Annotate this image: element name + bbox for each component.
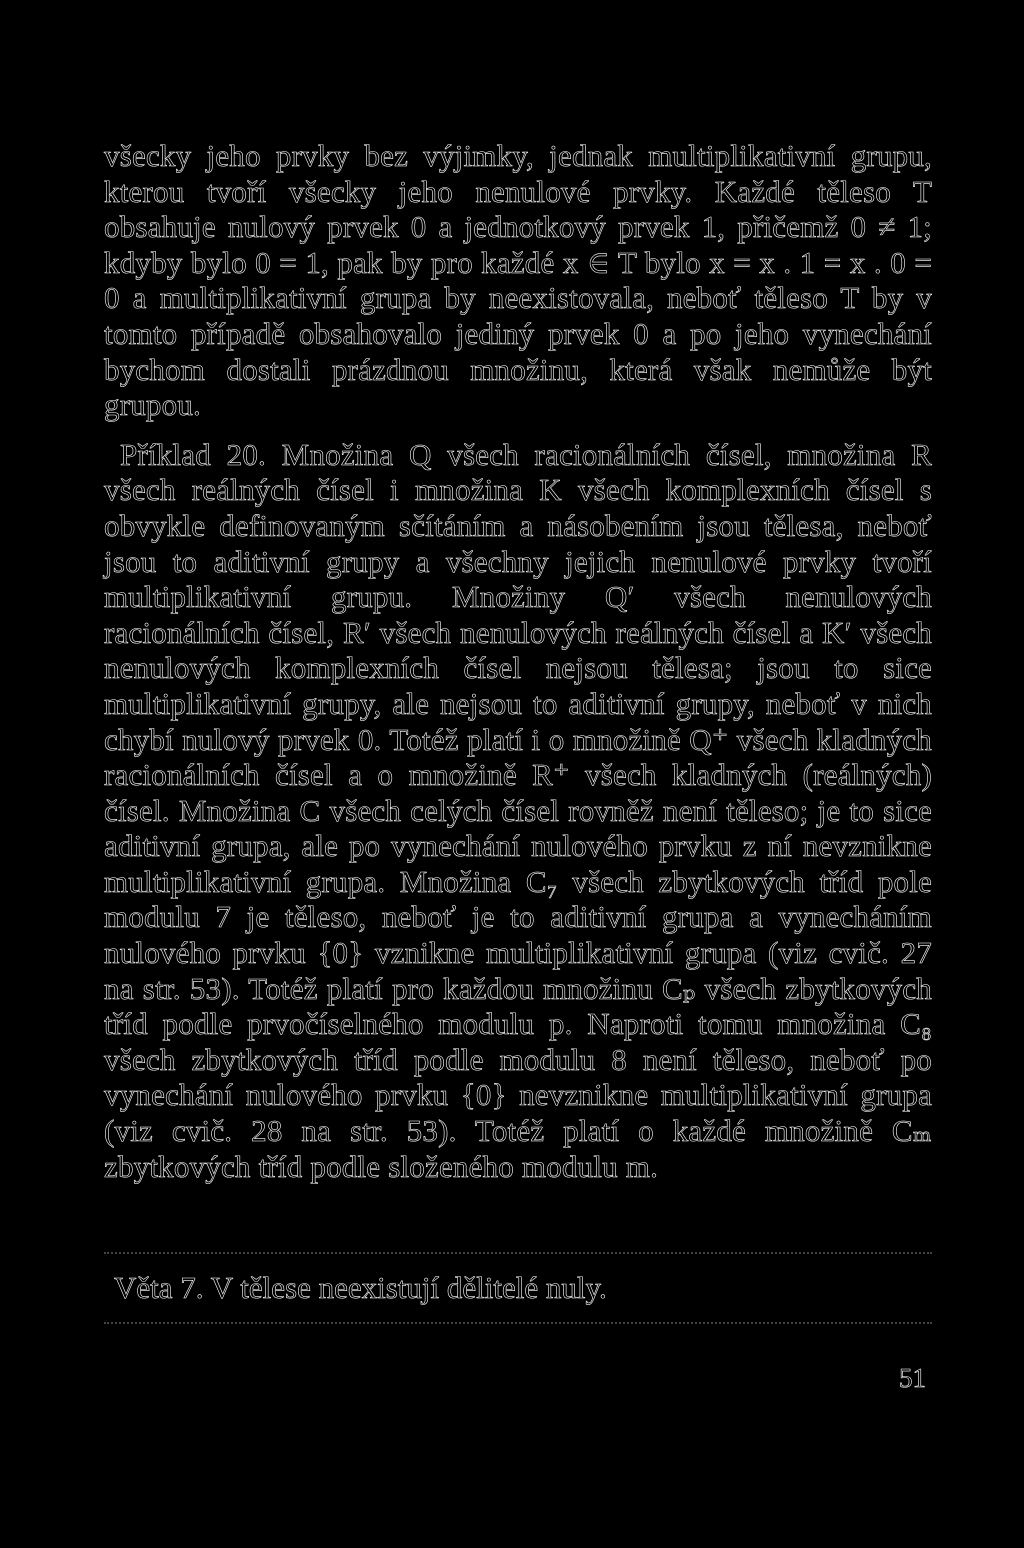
paragraph-field-definition: všecky jeho prvky bez výjimky, jednak multiplikativní grupu, kterou tvoří všecky jeho nenulové prvky. Každé těleso T obsahuje nulový prvek 0 a jednotkový prvek 1, přičemž 0 ≠ 1; kdyby bylo 0 = 1, pak by pro každé x ∈ T bylo x = x . 1 = x . 0 = 0 a multiplikativní grupa by neexistovala, neboť těleso T by v tomto případě obsahovalo jediný prvek 0 a po jeho vynechání bychom dostali prázdnou množinu, která však nemůže být grupou. [104,138,932,423]
body-text [104,138,932,1184]
page-number: 51 [899,1363,926,1393]
theorem-bottom-rule [104,1322,932,1324]
paragraph-example-20: Příklad 20. Množina Q všech racionálních čísel, množina R všech reálných čísel i množina K všech komplexních čísel s obvykle definovaným sčítáním a násobením jsou tělesa, neboť jsou to aditivní grupy a všechny jejich nenulové prvky tvoří multiplikativní grupu. Množiny Q′ všech nenulových racionálních čísel, R′ všech nenulových reálných čísel a K′ všech nenulových komplexních čísel nejsou tělesa; jsou to sice multiplikativní grupy, ale nejsou to aditivní grupy, neboť v nich chybí nulový prvek 0. Totéž platí i o množině Q⁺ všech kladných racionálních čísel a o množině R⁺ všech kladných (reálných) čísel. Množina C všech celých čísel rovněž není těleso; je to sice aditivní grupa, ale po vynechání nulového prvku z ní nevznikne multiplikativní grupa. Množina C₇ všech zbytkových tříd pole modulu 7 je těleso, neboť je to aditivní grupa a vynecháním nulového prvku {0} vznikne multiplikativní grupa (viz cvič. 27 na str. 53). Totéž platí pro každou množinu Cₚ všech zbytkových tříd podle prvočíselného modulu p. Naproti tomu množina C₈ všech zbytkových tříd podle modulu 8 není těleso, neboť po vynechání nulového prvku {0} nevznikne multiplikativní grupa (viz cvič. 28 na str. 53). Totéž platí o každé množině Cₘ zbytkových tříd podle složeného modulu m. [104,436,932,1184]
theorem-7: Věta 7. V tělese neexistují dělitelé nuly. [114,1270,607,1305]
theorem-top-rule [104,1252,932,1254]
